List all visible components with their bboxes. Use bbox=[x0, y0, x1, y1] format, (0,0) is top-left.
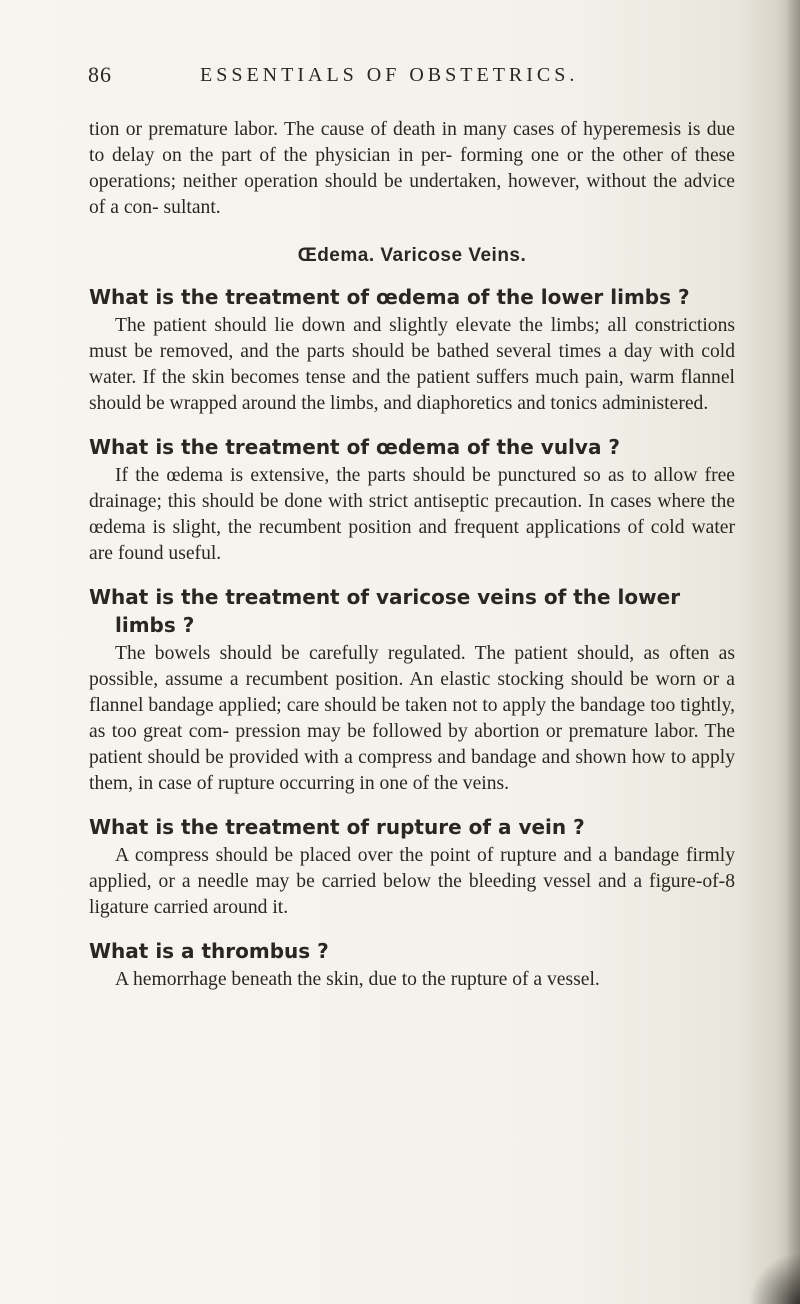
qa-item bbox=[89, 433, 735, 567]
qa-item bbox=[89, 937, 735, 993]
qa-item bbox=[89, 283, 735, 417]
question: What is the treatment of rupture of a vein ? bbox=[89, 815, 585, 839]
qa-item bbox=[89, 813, 735, 921]
section-title: Œdema. Varicose Veins. bbox=[297, 245, 527, 266]
answer: A compress should be placed over the point of rupture and a bandage firmly applied, or a needle may be carried below the bleeding vessel and a figure-of-8 ligature carried around it. bbox=[89, 845, 735, 918]
answer: The bowels should be carefully regulated. The patient should, as often as possible, assume a recumbent position. An elastic stocking should be worn or a flannel bandage applied; care should be taken not to apply the bandage too tightly, as too great com- pression may be followed by abortion or premature labor. The patient should be provided with a compress and bandage and shown how to apply them, in case of rupture occurring in one of the veins. bbox=[89, 643, 735, 794]
question: What is the treatment of œdema of the vulva ? bbox=[89, 435, 621, 459]
question: What is the treatment of varicose veins of the lower limbs ? bbox=[89, 585, 681, 637]
page-corner-shadow bbox=[740, 1244, 800, 1304]
answer: A hemorrhage beneath the skin, due to the rupture of a vessel. bbox=[115, 969, 600, 990]
qa-item bbox=[89, 583, 735, 797]
answer: If the œdema is extensive, the parts should be punctured so as to allow free drainage; this should be done with strict antiseptic precaution. In cases where the œdema is slight, the recumbent position and frequent applications of cold water are found useful. bbox=[89, 465, 735, 564]
page-edge-shadow bbox=[786, 0, 800, 1304]
page-header bbox=[88, 62, 748, 96]
page-body bbox=[89, 117, 735, 993]
running-title: ESSENTIALS OF OBSTETRICS. bbox=[200, 64, 579, 86]
answer: The patient should lie down and slightly elevate the limbs; all constrictions must be removed, and the parts should be bathed several times a day with cold water. If the skin becomes tense and the patient suffers much pain, warm flannel should be wrapped around the limbs, and diaphoretics and tonics administered. bbox=[89, 315, 735, 414]
opening-paragraph: tion or premature labor. The cause of death in many cases of hyperemesis is due to delay on the part of the physician in per- forming one or the other of these operations; neither operation should be undertaken, however, without the advice of a con- sultant. bbox=[89, 119, 735, 218]
question: What is a thrombus ? bbox=[89, 939, 329, 963]
page-number: 86 bbox=[88, 62, 112, 87]
question: What is the treatment of œdema of the lower limbs ? bbox=[89, 285, 690, 309]
